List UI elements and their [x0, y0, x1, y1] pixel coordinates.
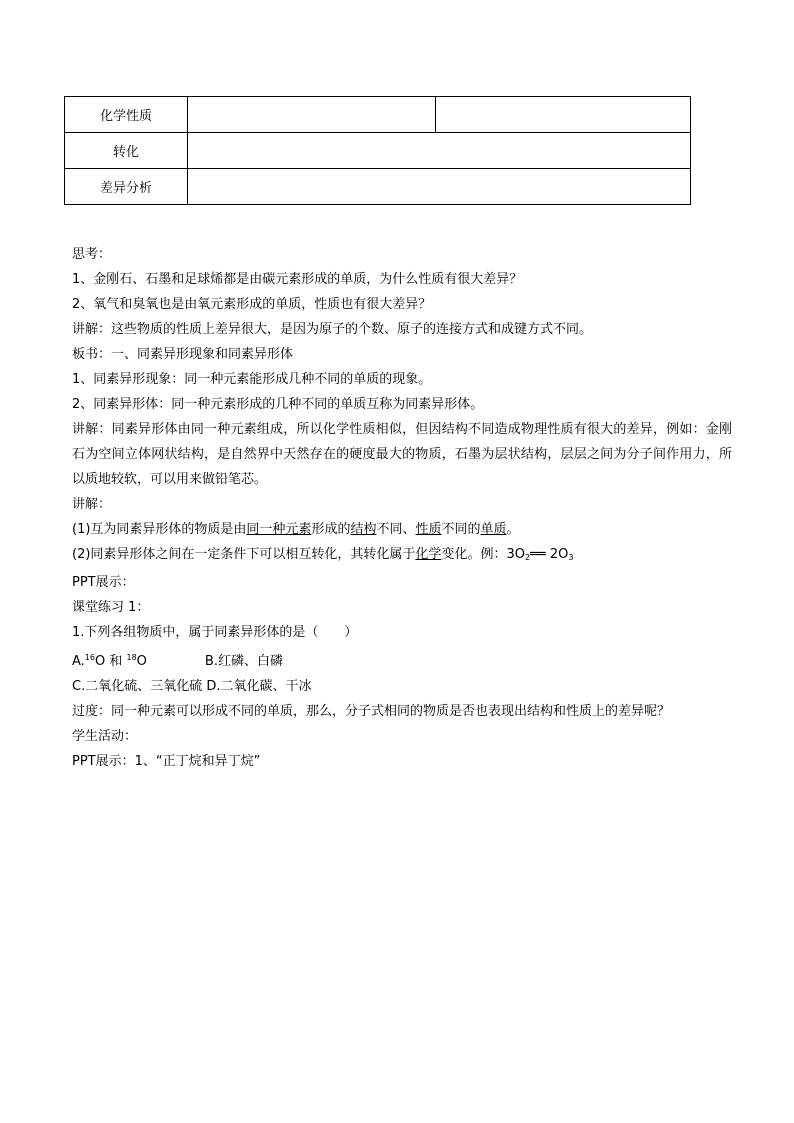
underlined-term: 性质: [415, 522, 442, 537]
point-2: (2)同素异形体之间在一定条件下可以相互转化，其转化属于化学变化。例：$3O_2══$ $2O_3$: [72, 547, 574, 562]
exercise-options-cd: C.二氧化硫、三氧化硫 D.二氧化碳、干冰: [72, 679, 312, 694]
exercise-question: 1.下列各组物质中，属于同素异形体的是（ ）: [72, 625, 358, 640]
think-question-2: 2、氧气和臭氧也是由氧元素形成的单质，性质也有很大差异？: [72, 297, 432, 312]
underlined-term: 同一种元素: [246, 522, 312, 537]
think-question-1: 1、金刚石、石墨和足球烯都是由碳元素形成的单质，为什么性质有很大差异？: [72, 272, 523, 287]
definition-2: 2、同素异形体：同一种元素形成的几种不同的单质互称为同素异形体。: [72, 397, 484, 412]
table-cell: [188, 97, 436, 133]
point-1: (1)互为同素异形体的物质是由同一种元素形成的结构不同、性质不同的单质。: [72, 522, 520, 537]
underlined-term: 单质: [480, 522, 507, 537]
table-row: [65, 97, 691, 133]
lesson-body: [72, 242, 732, 774]
properties-table: [64, 96, 691, 205]
table-cell: [436, 97, 691, 133]
table-cell: [188, 169, 691, 205]
exercise-title: 课堂练习 1：: [72, 600, 150, 615]
ppt-display-2: PPT展示：1、“正丁烷和异丁烷”: [72, 754, 261, 769]
underlined-term: 化学: [415, 547, 442, 562]
table-row: [65, 133, 691, 169]
board-title: 板书：一、同素异形现象和同素异形体: [72, 347, 294, 362]
row-label-conversion: 转化: [65, 133, 188, 169]
table-row: [65, 169, 691, 205]
ppt-display-1: PPT展示：: [72, 575, 135, 590]
row-label-difference-analysis: 差异分析: [65, 169, 188, 205]
lecture-title-3: 讲解：: [72, 497, 112, 512]
exercise-options-ab: [72, 645, 732, 674]
option-a: A.$^{16}$O 和 $^{18}$O: [72, 653, 147, 669]
table-cell: [188, 133, 691, 169]
chemical-equation: $3O_2══$ $2O_3$: [506, 547, 574, 562]
underlined-term: 结构: [350, 522, 377, 537]
row-label-chemical-properties: 化学性质: [65, 97, 188, 133]
equation-arrow: ══: [530, 547, 546, 562]
transition-paragraph: 过度：同一种元素可以形成不同的单质，那么，分子式相同的物质是否也表现出结构和性质上的差异呢？: [72, 704, 671, 719]
think-title: 思考：: [72, 247, 112, 262]
option-b: B.红磷、白磷: [204, 654, 283, 669]
lecture-paragraph-2: 讲解：同素异形体由同一种元素组成，所以化学性质相似，但因结构不同造成物理性质有很大的差异，例如：金刚石为空间立体网状结构，是自然界中天然存在的硬度最大的物质，石墨为层状结构，层层之间为分子间作用力，所以质地较软，可以用来做铅笔芯。: [72, 422, 732, 487]
lecture-paragraph-1: 讲解：这些物质的性质上差异很大，是因为原子的个数、原子的连接方式和成键方式不同。: [72, 322, 593, 337]
definition-1: 1、同素异形现象：同一种元素能形成几种不同的单质的现象。: [72, 372, 432, 387]
student-activity: 学生活动：: [72, 729, 138, 744]
